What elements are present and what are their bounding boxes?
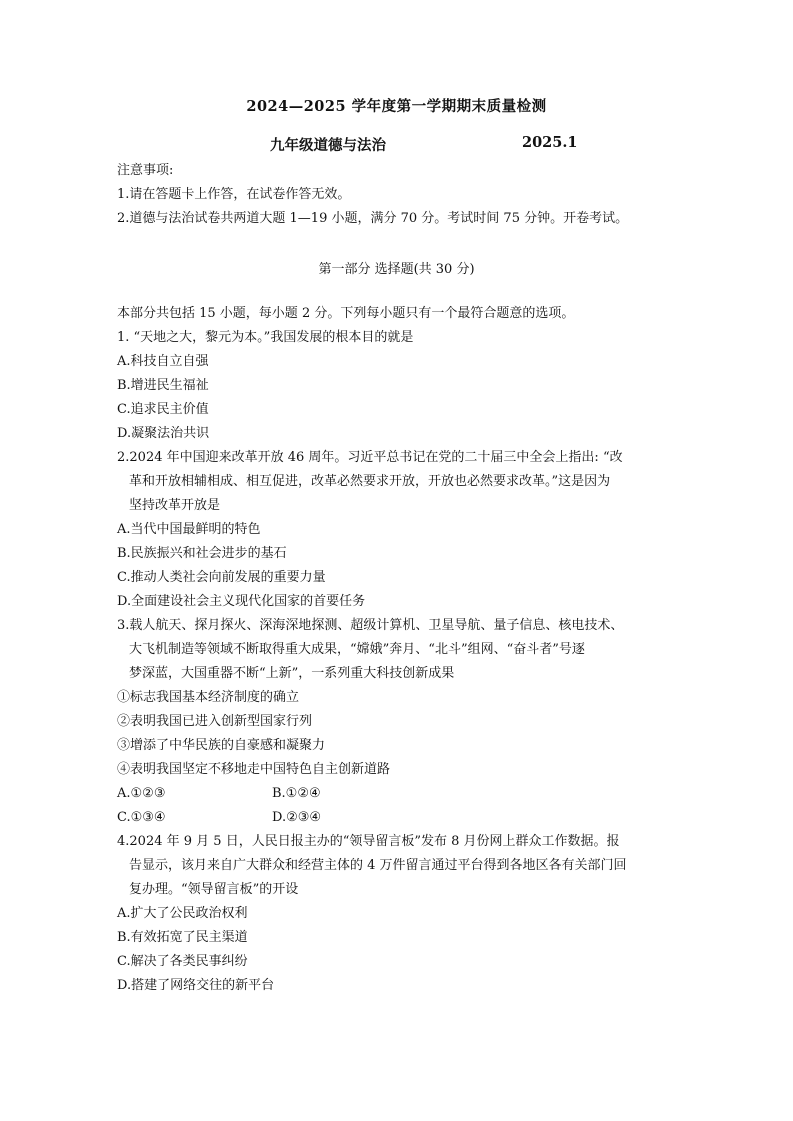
question-3-option-a: A.①②③ [117, 786, 166, 801]
question-3-statement: ①标志我国基本经济制度的确立 [117, 690, 300, 705]
question-2-option-b: B.民族振兴和社会进步的基石 [117, 546, 287, 561]
subject-name: 九年级道德与法治 [270, 137, 386, 154]
question-3-stem: 梦深蓝，大国重器不断“上新”，一系列重大科技创新成果 [129, 666, 455, 681]
exam-date: 2025.1 [522, 134, 578, 151]
question-1-option-a: A.科技自立自强 [117, 354, 209, 369]
question-3-stem: 3.载人航天、探月探火、深海深地探测、超级计算机、卫星导航、量子信息、核电技术、 [117, 618, 624, 633]
question-1-option-b: B.增进民生福祉 [117, 378, 209, 393]
question-4-option-d: D.搭建了网络交往的新平台 [117, 978, 275, 993]
question-4-option-a: A.扩大了公民政治权利 [117, 906, 248, 921]
question-4-option-b: B.有效拓宽了民主渠道 [117, 930, 248, 945]
question-3-option-d: D.②③④ [272, 810, 322, 825]
question-4-option-c: C.解决了各类民事纠纷 [117, 954, 248, 969]
question-2-stem: 革和开放相辅相成、相互促进，改革必然要求开放，开放也必然要求改革。”这是因为 [129, 474, 611, 489]
question-3-statement: ④表明我国坚定不移地走中国特色自主创新道路 [117, 762, 391, 777]
question-1-option-d: D.凝聚法治共识 [117, 426, 210, 441]
note-item: 2.道德与法治试卷共两道大题 1—19 小题，满分 70 分。考试时间 75 分钟。开卷考试。 [117, 211, 629, 226]
question-4-stem: 告显示，该月来自广大群众和经营主体的 4 万件留言通过平台得到各地区各有关部门回 [129, 858, 627, 873]
question-1-option-c: C.追求民主价值 [117, 402, 209, 417]
question-4-stem: 复办理。“领导留言板”的开设 [129, 882, 299, 897]
question-2-option-c: C.推动人类社会向前发展的重要力量 [117, 570, 326, 585]
question-2-stem: 2.2024 年中国迎来改革开放 46 周年。习近平总书记在党的二十届三中全会上指出: “改 [117, 450, 623, 465]
question-2-stem: 坚持改革开放是 [129, 498, 221, 513]
question-2-option-d: D.全面建设社会主义现代化国家的首要任务 [117, 594, 366, 609]
notes-heading: 注意事项: [117, 163, 174, 178]
question-3-stem: 大飞机制造等领域不断取得重大成果，“嫦娥”奔月、“北斗”组网、“奋斗者”号逐 [129, 642, 585, 657]
section-instruction: 本部分共包括 15 小题，每小题 2 分。下列每小题只有一个最符合题意的选项。 [117, 306, 575, 321]
question-4-stem: 4.2024 年 9 月 5 日，人民日报主办的“领导留言板”发布 8 月份网上群众工作数据。报 [117, 834, 620, 849]
exam-subtitle [270, 134, 590, 155]
question-1-stem: 1. “天地之大，黎元为本。”我国发展的根本目的就是 [117, 330, 414, 345]
question-3-option-c: C.①③④ [117, 810, 166, 825]
note-item: 1.请在答题卡上作答，在试卷作答无效。 [117, 187, 351, 202]
question-2-option-a: A.当代中国最鲜明的特色 [117, 522, 261, 537]
section-heading: 第一部分 选择题(共 30 分) [318, 262, 475, 277]
exam-title: 2024—2025 学年度第一学期期末质量检测 [246, 98, 547, 115]
question-3-option-b: B.①②④ [272, 786, 321, 801]
question-3-statement: ②表明我国已进入创新型国家行列 [117, 714, 313, 729]
question-3-statement: ③增添了中华民族的自豪感和凝聚力 [117, 738, 326, 753]
